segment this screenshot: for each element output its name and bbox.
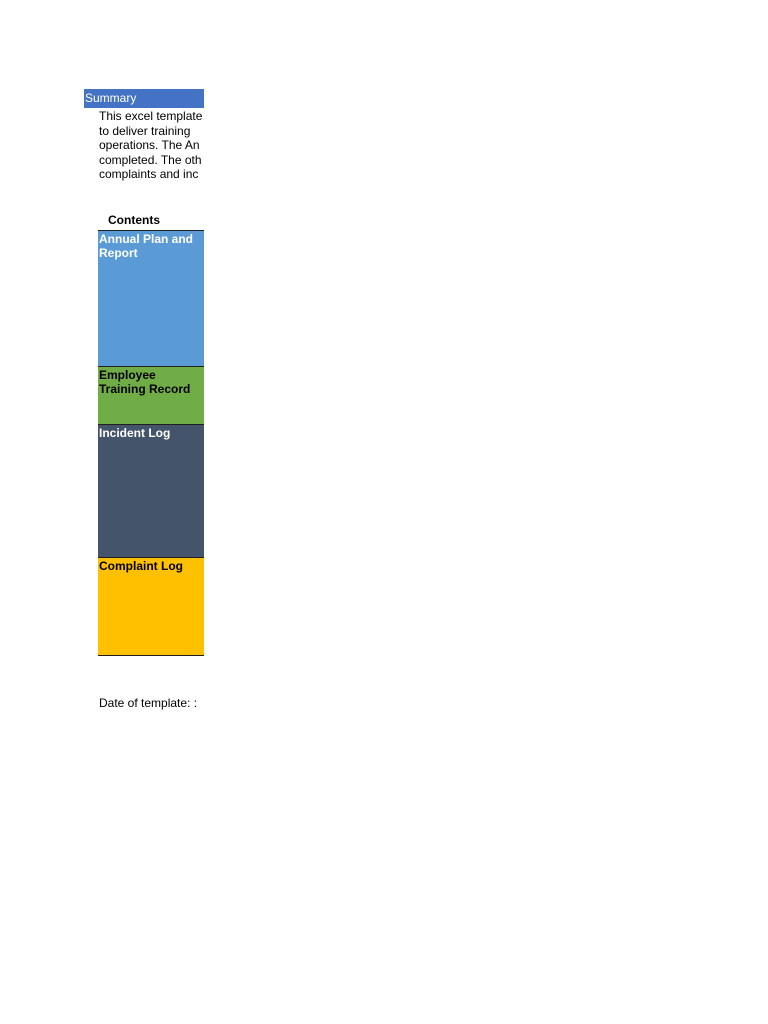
summary-header[interactable]: Summary	[84, 89, 204, 108]
employee-training-link[interactable]	[98, 366, 204, 424]
incident-log-label: Incident Log	[99, 426, 171, 440]
visible-column-region	[84, 88, 204, 728]
template-date: Date of template: :	[99, 696, 198, 710]
annual-plan-label: Annual Plan and Report	[99, 232, 194, 260]
summary-line: operations. The An	[99, 138, 200, 152]
contents-label: Contents	[108, 213, 160, 227]
summary-line: to deliver training	[99, 123, 191, 138]
summary-line: completed. The oth	[99, 152, 202, 167]
summary-line: This excel template	[99, 109, 203, 123]
annual-plan-link[interactable]	[98, 230, 204, 366]
complaint-log-label: Complaint Log	[99, 559, 183, 573]
summary-line: complaints and inc	[99, 167, 199, 181]
complaint-log-link[interactable]	[98, 557, 204, 656]
incident-log-link[interactable]	[98, 424, 204, 558]
employee-training-label: Employee Training Record	[99, 368, 191, 396]
summary-text	[99, 109, 204, 182]
